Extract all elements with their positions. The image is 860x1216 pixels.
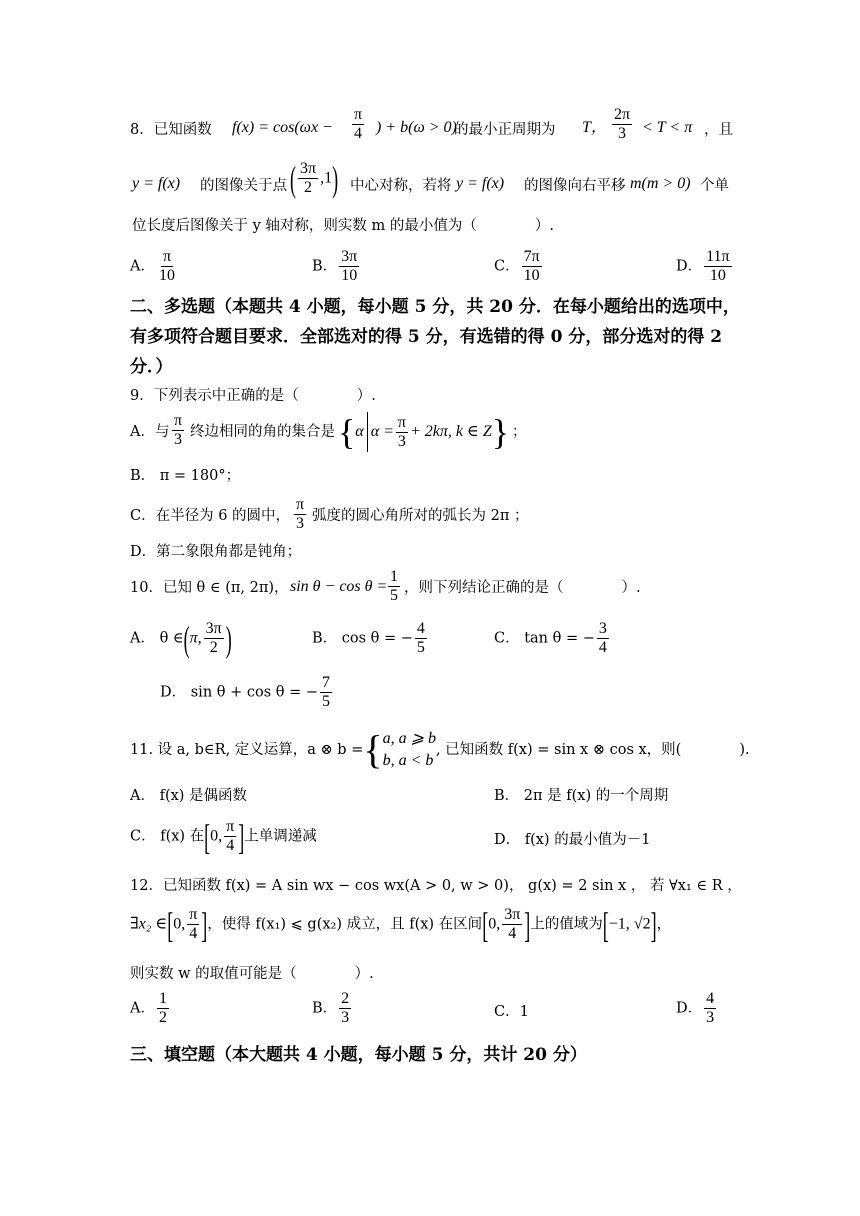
q9-a-mid: 终边相同的角的集合是 [190, 424, 335, 440]
q9-a-frac: $\frac{\pi}{3}$ [174, 412, 183, 448]
q10-equation: sin θ − cos θ = [290, 578, 388, 595]
q8-option-c[interactable]: C． $\frac{7\pi}{10}$ [494, 248, 540, 284]
q8-text3: 中心对称，若将 [350, 178, 452, 194]
q8-qie: ，且 [704, 122, 733, 138]
q11-option-b[interactable]: B． 2π 是 f(x) 的一个周期 [494, 788, 669, 804]
q10-option-a[interactable]: A． θ ∈(π, $\frac{3\pi}{2}$ ) [130, 618, 232, 659]
q8-y-fx-2: y = f(x) [456, 175, 505, 192]
q8-number: 8．已知函数 [130, 122, 212, 138]
q10-prefix: 10．已知 θ ∈ (π, 2π)， [130, 580, 289, 596]
q11-option-d[interactable]: D． f(x) 的最小值为－1 [494, 832, 651, 848]
q8-text2: 的图像关于点 [200, 178, 287, 194]
q9-a-end: ； [512, 424, 527, 440]
q11-option-a[interactable]: A． f(x) 是偶函数 [130, 788, 248, 804]
section3-line: 三、填空题（本大题共 4 小题，每小题 5 分，共计 20 分） [130, 1045, 587, 1065]
q8-option-d[interactable]: D． $\frac{11\pi}{10}$ [676, 248, 730, 284]
q11-options-row2 [0, 818, 860, 862]
q9-a-prefix: A．与 [130, 424, 170, 440]
q9-option-a[interactable] [0, 412, 860, 456]
q12-option-d[interactable]: D． $\frac{4}{3}$ [676, 990, 715, 1026]
q9-c-frac: $\frac{\pi}{3}$ [296, 496, 305, 532]
q9-option-c[interactable] [0, 496, 860, 536]
q8-frac-pi4: $\frac{\pi}{4}$ [354, 106, 363, 142]
section2-line1: 二、多选题（本题共 4 小题，每小题 5 分，共 20 分．在每小题给出的选项中， [130, 297, 740, 317]
q8-y-fx: y = f(x) [132, 175, 181, 192]
q10-options-row2 [0, 674, 860, 718]
q8-option-b[interactable]: B． $\frac{3\pi}{10}$ [312, 248, 358, 284]
q8-text5: 个单 [700, 178, 729, 194]
q10-options-row1 [0, 620, 860, 664]
q11-stem [0, 728, 860, 776]
q8-m: m(m > 0) [630, 175, 691, 192]
q12-line2 [0, 906, 860, 950]
q10-option-b[interactable]: B． cos θ = − $\frac{4}{5}$ [312, 620, 425, 656]
q10-post: ，则下列结论正确的是（ ）. [404, 580, 641, 596]
q10-frac: $\frac{1}{5}$ [390, 568, 398, 604]
q11-definition: 11. 设 a, b∈R, 定义运算，a ⊗ b ={ a, a ⩾ b b, a < b , 已知函数 f(x) = sin x ⊗ cos x，则( ). [130, 727, 750, 772]
q10-stem [0, 568, 860, 608]
q8-T: T， [582, 119, 607, 136]
q9-a-set: {α α = $\frac{\pi}{3}$ + 2kπ, k ∈ Z} [338, 412, 510, 452]
q8-text4: 的图像向右平移 [524, 178, 626, 194]
q8-frac-2pi3: $\frac{2\pi}{3}$ [614, 106, 631, 142]
q9-d-text: D．第二象限角都是钝角； [130, 544, 302, 560]
q12-line1-text: 12．已知函数 f(x) = A sin wx − cos wx(A > 0, w > 0)， g(x) = 2 sin x ， 若 ∀x₁ ∈ R ， [130, 878, 742, 894]
q8-point: ( $\frac{3\pi}{2}$ ,1) [290, 158, 339, 199]
q8-after: ) + b(ω > 0) [376, 119, 457, 136]
q9-c-prefix: C．在半径为 6 的圆中， [130, 508, 291, 524]
q8-ineq: < T < π [642, 119, 693, 136]
q12-line2-content: ∃x₂ ∈[0, $\frac{\pi}{4}$ ]，使得 f(x₁) ⩽ g(x₂) 成立，且 f(x) 在区间[0, $\frac{3\pi}{4}$ ]上的值域为[−1, √2]， [130, 904, 672, 945]
q8-option-a[interactable]: A． $\frac{\pi}{10}$ [130, 248, 175, 284]
q12-options [0, 990, 860, 1034]
q10-option-d[interactable]: D． sin θ + cos θ = − $\frac{7}{5}$ [160, 674, 331, 710]
q8-options [0, 248, 860, 292]
section2-line3: 分．） [130, 357, 173, 377]
q9-c-post: 弧度的圆心角所对的弧长为 2π ； [312, 508, 529, 524]
q12-option-a[interactable]: A． $\frac{1}{2}$ [130, 990, 167, 1026]
q12-line3-text: 则实数 w 的取值可能是（ ）. [130, 966, 374, 982]
q10-option-c[interactable]: C． tan θ = − $\frac{3}{4}$ [494, 620, 607, 656]
q8-function: f(x) = cos(ωx − [232, 119, 333, 136]
section2-line2: 有多项符合题目要求．全部选对的得 5 分，有选错的得 0 分，部分选对的得 2 [130, 327, 723, 347]
q9-b-text: B． π = 180°； [130, 468, 241, 484]
q11-option-c[interactable]: C． f(x) 在[0, $\frac{\pi}{4}$ ]上单调递减 [130, 816, 317, 857]
q8-text1: 的最小正周期为 [454, 122, 556, 138]
q8-text6: 位长度后图像关于 y 轴对称，则实数 m 的最小值为（ ）. [132, 218, 554, 234]
q9-stem-text: 9．下列表示中正确的是（ ）. [130, 388, 376, 404]
q12-option-c[interactable]: C．1 [494, 1004, 529, 1020]
q12-option-b[interactable]: B． $\frac{2}{3}$ [312, 990, 350, 1026]
